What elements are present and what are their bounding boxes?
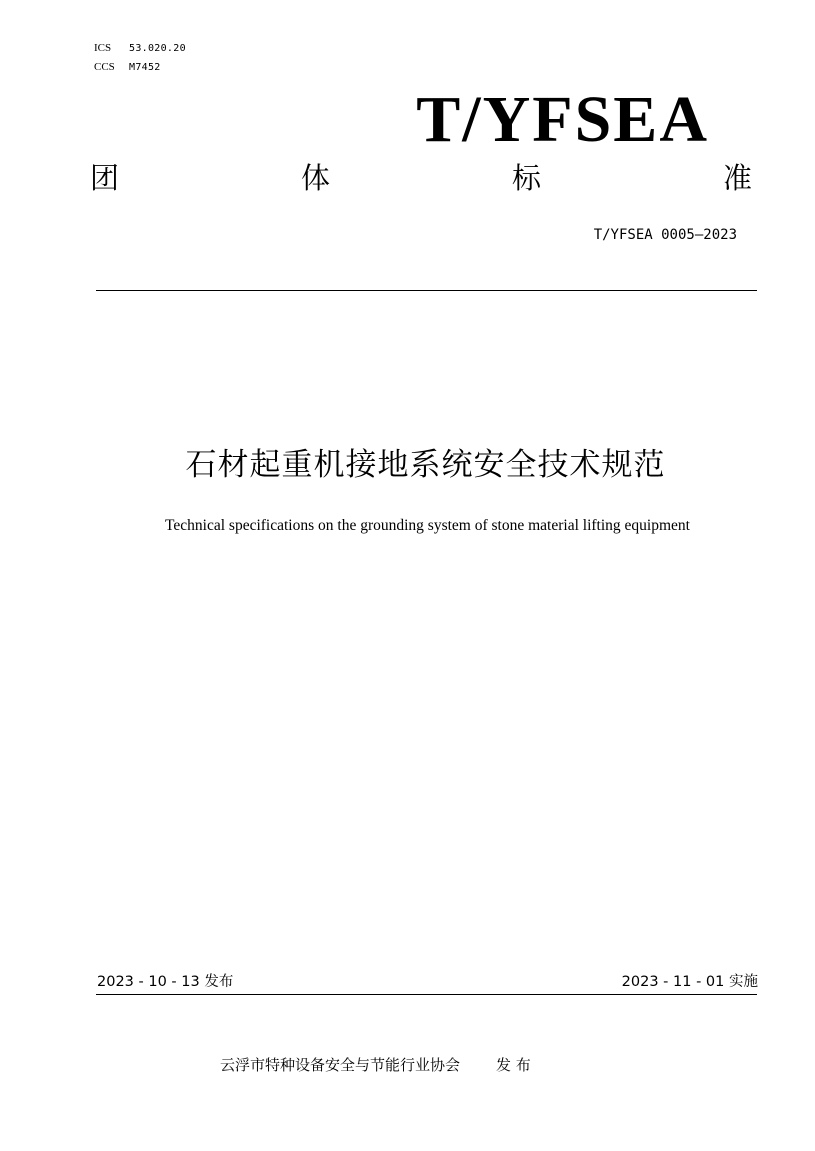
standard-type-char: 体	[300, 161, 330, 195]
standard-type-char: 标	[511, 161, 541, 195]
issue-date: 2023 - 10 - 13 发布	[97, 974, 234, 990]
publish-label: 发 布	[496, 1056, 531, 1074]
header-divider	[96, 290, 757, 291]
organization-code: T/YFSEA	[416, 83, 709, 156]
title-english: Technical specifications on the grounding system of stone material lifting equipment	[165, 517, 690, 534]
ics-code-row	[94, 39, 186, 58]
ics-label: ICS	[94, 42, 112, 54]
implement-date: 2023 - 11 - 01 实施	[621, 974, 758, 990]
ccs-value: M7452	[129, 62, 161, 73]
date-row	[97, 972, 758, 992]
standard-number: T/YFSEA 0005—2023	[593, 227, 737, 243]
footer-divider	[96, 994, 757, 995]
title-chinese: 石材起重机接地系统安全技术规范	[185, 447, 666, 483]
ics-value: 53.020.20	[129, 43, 186, 54]
ccs-label: CCS	[94, 61, 115, 73]
standard-type-char: 准	[722, 161, 752, 195]
ccs-code-row	[94, 58, 186, 77]
standard-type	[90, 158, 752, 198]
classification-codes	[94, 39, 186, 77]
publisher-line	[220, 1054, 531, 1076]
standard-type-char: 团	[90, 161, 120, 195]
publisher-name: 云浮市特种设备安全与节能行业协会	[220, 1056, 461, 1074]
